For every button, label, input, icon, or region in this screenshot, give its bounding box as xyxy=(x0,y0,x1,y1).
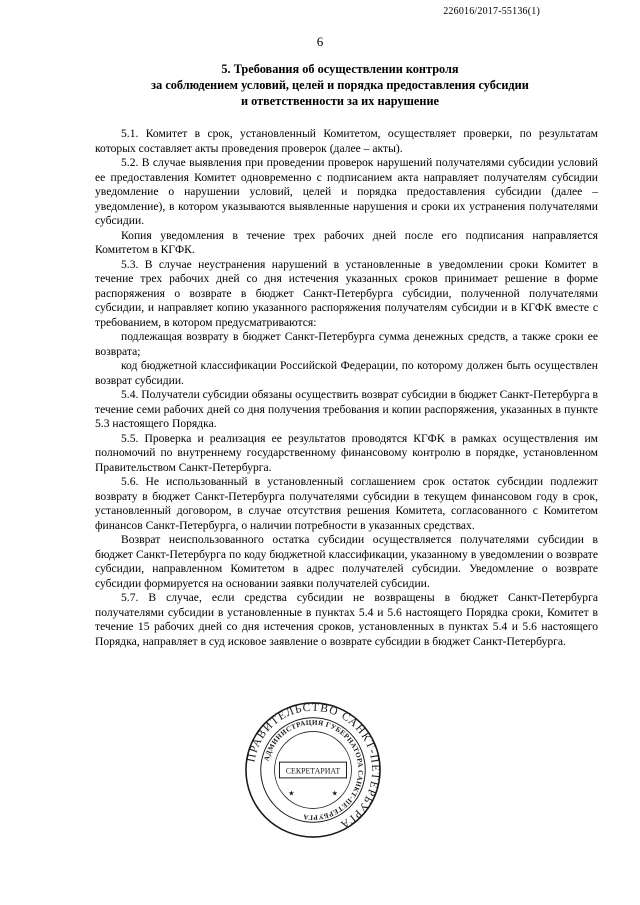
paragraph-5-7: 5.7. В случае, если средства субсидии не возвращены в бюджет Санкт-Петербурга получателями субсидии в установленные в пунктах 5.4 и 5.6 настоящего Порядка сроки, Комитет в течение 15 рабочих дней со дня истечения сроков, установленных в пунктах 5.4 и 5.6 настоящего Порядка, направляет в суд исковое заявление о возврате субсидии в бюджет Санкт-Петербурга. xyxy=(95,591,598,648)
seal-stamp xyxy=(244,701,382,839)
heading-line-1: 5. Требования об осуществлении контроля xyxy=(221,62,459,76)
section-heading xyxy=(110,62,570,109)
page-number: 6 xyxy=(316,34,324,49)
paragraph-5-3: 5.3. В случае неустранения нарушений в установленные в уведомлении сроки Комитет в течение трех рабочих дней со дня истечения указанных сроков принимает решение в форме распоряжения о возврате в бюджет Санкт-Петербурга субсидии, полученной получателями субсидии, и направляет копию указанного распоряжения получателям субсидии и в КГФК вместе с требованием, в котором предусматриваются: xyxy=(95,257,598,329)
paragraph-notice-copy: Копия уведомления в течение трех рабочих дней после его подписания направляется Комитетом в КГФК. xyxy=(95,228,598,256)
stamp-inner-text: АДМИНИСТРАЦИЯ ГУБЕРНАТОРА САНКТ-ПЕТЕРБУРГА xyxy=(262,718,365,822)
stamp-center-text: СЕКРЕТАРИАТ xyxy=(285,766,341,776)
paragraph-budget-code: код бюджетной классификации Российской Федерации, по которому должен быть осуществлен возврат субсидии. xyxy=(95,359,598,387)
paragraph-5-6: 5.6. Не использованный в установленный соглашением срок остаток субсидии подлежит возврату в бюджет Санкт-Петербурга получателями субсидии в текущем финансовом году в срок, установленный договором, в случае отсутствия решения Комитета, согласованного с Комитетом финансов Санкт-Петербурга, о наличии потребности в указанных средствах. xyxy=(95,475,598,532)
heading-line-2: за соблюдением условий, целей и порядка предоставления субсидии xyxy=(151,77,529,92)
svg-text:★: ★ xyxy=(288,790,295,798)
stamp-outer-text: ПРАВИТЕЛЬСТВО САНКТ-ПЕТЕРБУРГА xyxy=(245,701,382,832)
paragraph-5-4: 5.4. Получатели субсидии обязаны осуществить возврат субсидии в бюджет Санкт-Петербурга в течение семи рабочих дней со дня получения требования и копии распоряжения, указанных в пункте 5.3 настоящего Порядка. xyxy=(95,388,598,430)
document-number: 226016/2017-55136(1) xyxy=(443,6,540,17)
heading-line-3: и ответственности за их нарушение xyxy=(240,93,440,108)
paragraph-5-1: 5.1. Комитет в срок, установленный Комитетом, осуществляет проверки, по результатам которых составляет акты проведения проверок (далее – акты). xyxy=(95,127,598,155)
svg-text:★: ★ xyxy=(331,790,338,798)
paragraph-5-2: 5.2. В случае выявления при проведении проверок нарушений получателями субсидии условий ее предоставления Комитет одновременно с подписанием акта направляет получателям субсидии уведомление о нарушении условий, целей и порядка предоставления субсидии (далее – уведомление), в котором указываются выявленные нарушения и сроки их устранения получателями субсидии. xyxy=(95,156,598,227)
paragraph-5-5: 5.5. Проверка и реализация ее результатов проводятся КГФК в рамках осуществления им полномочий по внутреннему государственному финансовому контролю в порядке, установленном Правительством Санкт-Петербурга. xyxy=(95,431,598,474)
document-body xyxy=(95,127,598,649)
paragraph-return-amount: подлежащая возврату в бюджет Санкт-Петербурга сумма денежных средств, а также сроки ее возврата; xyxy=(95,330,598,358)
paragraph-unused-return: Возврат неиспользованного остатка субсидии осуществляется получателями субсидии в бюджет Санкт-Петербурга по коду бюджетной классификации, указанному в уведомлении о возврате субсидии, направленном Комитетом в адрес получателей субсидии. Уведомление о возврате субсидии формируется на основании заявки получателей субсидии. xyxy=(95,533,598,590)
